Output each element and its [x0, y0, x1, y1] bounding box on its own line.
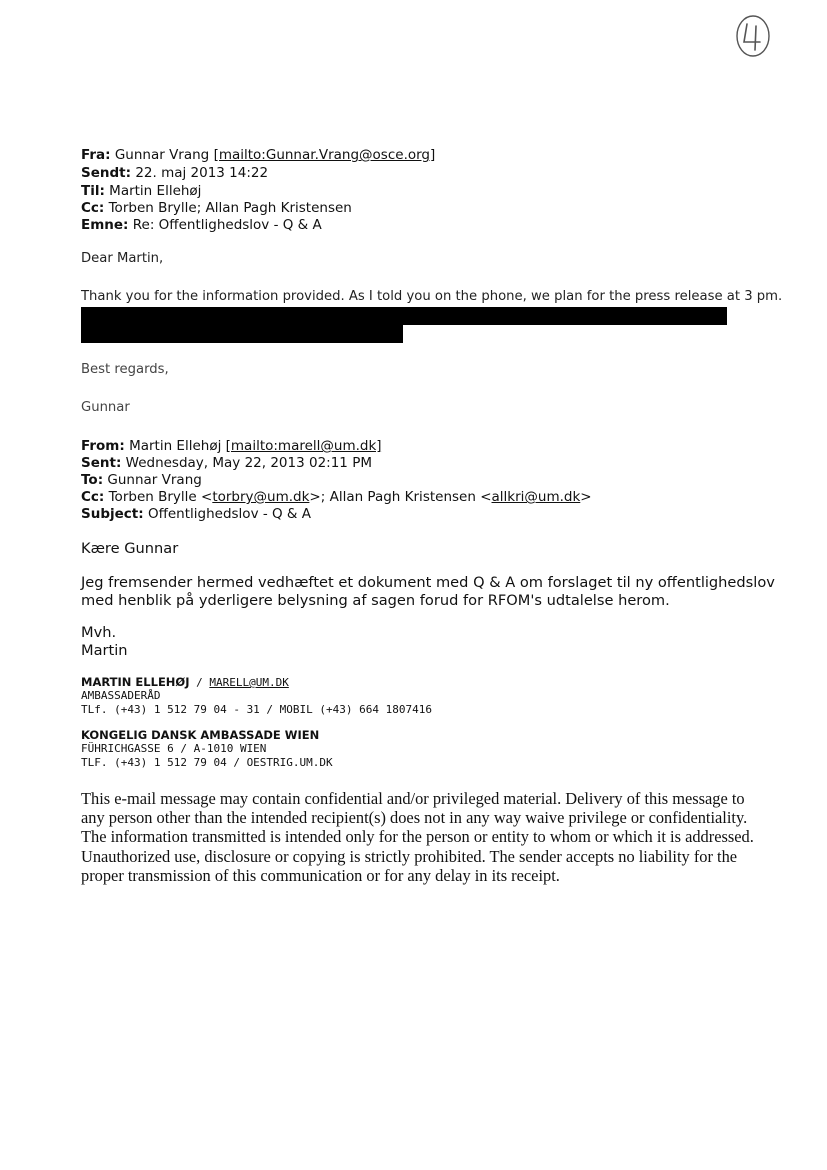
cc-email-link-1[interactable]: torbry@um.dk: [212, 489, 310, 505]
original-body-line-1: Jeg fremsender hermed vedhæftet et dokument med Q & A om forslaget til ny offentlighedslov: [81, 574, 775, 591]
original-body-line-2: med henblik på yderligere belysning af sagen forud for RFOM's udtalelse herom.: [81, 592, 670, 609]
original-greeting: Kære Gunnar: [81, 540, 179, 557]
original-closing: Mvh.: [81, 624, 117, 641]
signature-org-address: FÜHRICHGASSE 6 / A-1010 WIEN: [81, 742, 267, 755]
reply-subject-line: Emne: Re: Offentlighedslov - Q & A: [81, 217, 322, 233]
reply-signature: Gunnar: [81, 400, 130, 415]
cc-email-link-2[interactable]: allkri@um.dk: [491, 489, 581, 505]
signature-org-name: KONGELIG DANSK AMBASSADE WIEN: [81, 728, 320, 742]
original-from-mailto-link[interactable]: [mailto:marell@um.dk]: [225, 438, 382, 454]
original-sent-line: Sent: Wednesday, May 22, 2013 02:11 PM: [81, 455, 372, 471]
original-subject-line: Subject: Offentlighedslov - Q & A: [81, 506, 311, 522]
disclaimer: This e-mail message may contain confidential and/or privileged material. Delivery of this message to any person other than the intended recipient(s) does not in any way waive privilege or confidentiality. The information transmitted is intended only for the person or entity to whom or which it is addressed. Unauthorized use, disclosure or copying is strictly prohibited. The sender accepts no liability for the proper transmission of this communication or for any delay in its receipt.: [81, 789, 754, 885]
original-name: Martin: [81, 642, 128, 659]
reply-greeting: Dear Martin,: [81, 251, 164, 266]
redaction-block-2: [81, 323, 403, 343]
signature-person-line: MARTIN ELLEHØJ / MARELL@UM.DK: [81, 675, 289, 689]
reply-cc-line: Cc: Torben Brylle; Allan Pagh Kristensen: [81, 200, 352, 216]
reply-body: Thank you for the information provided. As I told you on the phone, we plan for the press release at 3 pm.: [81, 289, 783, 304]
reply-from-name: Gunnar Vrang: [114, 147, 210, 163]
handwritten-page-number: [733, 12, 773, 60]
signature-title: AMBASSADERÅD: [81, 689, 161, 702]
reply-closing: Best regards,: [81, 362, 169, 377]
original-from-line: From: Martin Ellehøj [mailto:marell@um.dk]: [81, 438, 382, 454]
reply-sent-line: Sendt: 22. maj 2013 14:22: [81, 165, 269, 181]
reply-to-line: Til: Martin Ellehøj: [81, 183, 202, 199]
reply-from-line: Fra: Gunnar Vrang [mailto:Gunnar.Vrang@osce.org]: [81, 147, 436, 163]
reply-from-mailto-link[interactable]: [mailto:Gunnar.Vrang@osce.org]: [213, 147, 436, 163]
original-to-line: To: Gunnar Vrang: [81, 472, 202, 488]
signature-email-link[interactable]: MARELL@UM.DK: [209, 676, 289, 689]
signature-org-phone: TLF. (+43) 1 512 79 04 / OESTRIG.UM.DK: [81, 756, 333, 769]
signature-phone: TLf. (+43) 1 512 79 04 - 31 / MOBIL (+43) 664 1807416: [81, 703, 432, 716]
original-cc-line: Cc: Torben Brylle <torbry@um.dk>; Allan Pagh Kristensen <allkri@um.dk>: [81, 489, 592, 505]
